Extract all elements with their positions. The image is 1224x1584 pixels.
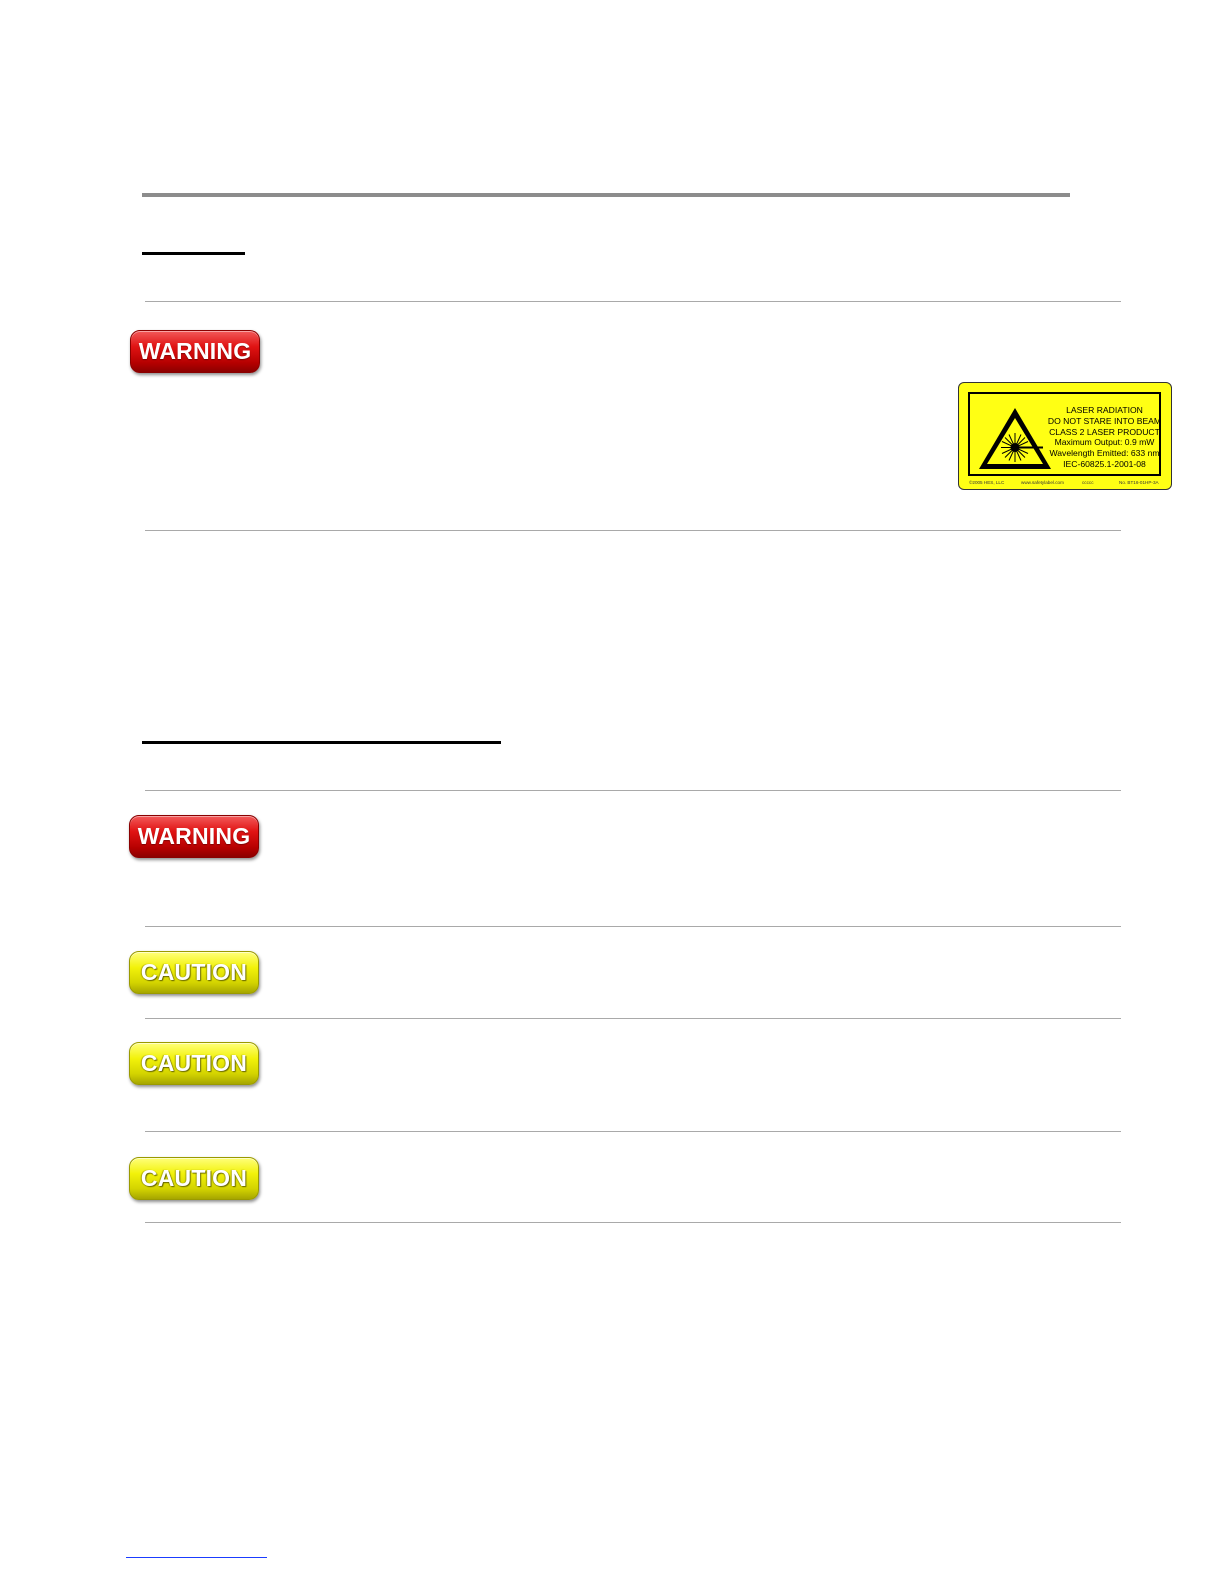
caution-badge	[129, 1042, 259, 1085]
section-divider	[145, 1018, 1121, 1019]
laser-label-line: DO NOT STARE INTO BEAM	[1047, 415, 1162, 426]
caution-badge-label: CAUTION	[140, 1050, 248, 1076]
laser-label-text	[1042, 405, 1167, 470]
caution-badge-label: CAUTION	[140, 1165, 248, 1191]
laser-label-line: Wavelength Emitted: 633 nm	[1049, 448, 1160, 459]
laser-label-code: ccccc	[1082, 480, 1094, 485]
section-divider	[145, 530, 1121, 531]
laser-label-line: IEC-60825.1-2001-08	[1063, 458, 1146, 469]
warning-badge	[129, 815, 259, 858]
warning-badge-label: WARNING	[137, 823, 251, 849]
warning-badge-label: WARNING	[138, 338, 252, 364]
section-divider	[145, 301, 1121, 302]
laser-label-line: LASER RADIATION	[1066, 405, 1143, 415]
caution-badge	[129, 1157, 259, 1200]
laser-label-website: www.safetylabel.com	[1021, 480, 1064, 485]
section-divider	[145, 1222, 1121, 1223]
section-heading-underline	[142, 741, 501, 744]
laser-label-line: CLASS 2 LASER PRODUCT	[1049, 426, 1160, 437]
caution-badge	[129, 951, 259, 994]
section-divider	[145, 926, 1121, 927]
laser-label-part-number: No. BT16-01HP-3A	[1119, 480, 1159, 485]
top-rule	[142, 193, 1070, 197]
section-divider	[145, 1131, 1121, 1132]
section-divider	[145, 790, 1121, 791]
laser-label-footer	[969, 480, 1163, 488]
laser-label-line: Maximum Output: 0.9 mW	[1054, 437, 1155, 448]
caution-badge-label: CAUTION	[140, 959, 248, 985]
warning-badge	[130, 330, 260, 373]
footnote-separator	[126, 1557, 267, 1558]
laser-warning-label	[958, 382, 1172, 490]
laser-label-copyright: ©2005 HES, LLC	[969, 480, 1005, 485]
section-heading-underline	[142, 252, 245, 255]
